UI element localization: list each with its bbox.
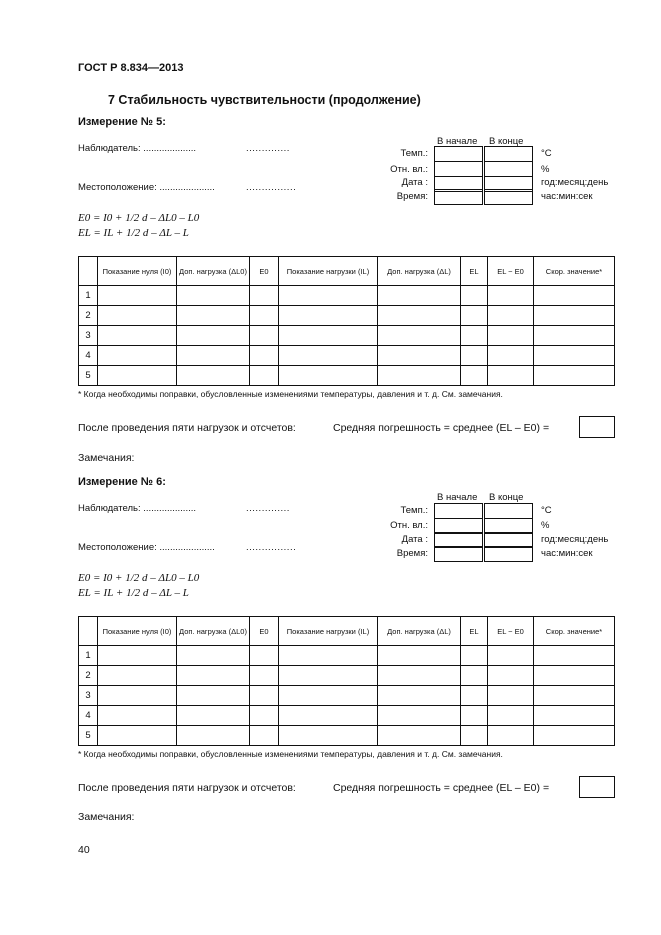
- measurement-table: [78, 616, 615, 746]
- table-cell[interactable]: [378, 286, 461, 306]
- table-cell[interactable]: [461, 346, 488, 366]
- table-cell[interactable]: [461, 306, 488, 326]
- table-cell[interactable]: [461, 326, 488, 346]
- row-number: 5: [79, 726, 98, 746]
- table-cell[interactable]: [279, 686, 378, 706]
- table-cell[interactable]: [488, 666, 534, 686]
- table-cell[interactable]: [177, 286, 250, 306]
- row-number: 5: [79, 366, 98, 386]
- table-cell[interactable]: [279, 286, 378, 306]
- table-cell[interactable]: [279, 326, 378, 346]
- table-cell[interactable]: [378, 306, 461, 326]
- temp-end-input[interactable]: [484, 146, 533, 162]
- table-header-cell: Доп. нагрузка (ΔL0): [177, 617, 250, 646]
- time-unit: час:мин:сек: [541, 548, 593, 559]
- row-number: 1: [79, 646, 98, 666]
- average-error-input[interactable]: [579, 776, 615, 798]
- table-cell[interactable]: [279, 306, 378, 326]
- remarks-label: Замечания:: [78, 811, 135, 823]
- table-cell[interactable]: [378, 326, 461, 346]
- table-cell[interactable]: [98, 286, 177, 306]
- temp-label: Темп.:: [400, 148, 428, 159]
- temp-unit: °C: [541, 148, 552, 159]
- table-cell[interactable]: [279, 366, 378, 386]
- document-header: ГОСТ Р 8.834—2013: [78, 62, 184, 74]
- measurement-title: Измерение № 5:: [78, 116, 166, 128]
- average-error-label: Средняя погрешность = среднее (EL – E0) =: [333, 782, 550, 794]
- table-cell[interactable]: [250, 366, 279, 386]
- table-cell[interactable]: [378, 646, 461, 666]
- date-label: Дата :: [401, 534, 428, 545]
- location-extra-field[interactable]: ................: [246, 542, 297, 553]
- table-row: [79, 706, 615, 726]
- table-cell[interactable]: [461, 366, 488, 386]
- formula-el: EL = IL + 1/2 d – ΔL – L: [78, 227, 189, 239]
- table-cell[interactable]: [177, 346, 250, 366]
- table-header-cell: Скор. значение*: [534, 617, 615, 646]
- location-field[interactable]: Местоположение: .....................: [78, 182, 215, 193]
- table-header-cell: [79, 617, 98, 646]
- table-cell[interactable]: [488, 706, 534, 726]
- table-cell[interactable]: [177, 366, 250, 386]
- table-cell[interactable]: [534, 366, 615, 386]
- table-cell[interactable]: [488, 686, 534, 706]
- time-unit: час:мин:сек: [541, 191, 593, 202]
- table-header-cell: Показание нуля (I0): [98, 617, 177, 646]
- table-cell[interactable]: [250, 686, 279, 706]
- time-end-input[interactable]: [484, 546, 533, 562]
- table-header-cell: E0: [250, 617, 279, 646]
- table-footnote: * Когда необходимы поправки, обусловленные изменениями температуры, давления и т. д. См. замечания.: [78, 389, 503, 399]
- table-header-cell: Доп. нагрузка (ΔL): [378, 617, 461, 646]
- date-unit: год:месяц:день: [541, 534, 609, 545]
- table-cell[interactable]: [98, 326, 177, 346]
- section-title: 7 Стабильность чувствительности (продолжение): [108, 93, 421, 107]
- table-cell[interactable]: [250, 326, 279, 346]
- time-label: Время:: [396, 548, 428, 559]
- row-number: 4: [79, 706, 98, 726]
- row-number: 3: [79, 686, 98, 706]
- table-cell[interactable]: [98, 306, 177, 326]
- table-cell[interactable]: [98, 646, 177, 666]
- humidity-label: Отн. вл.:: [390, 520, 428, 531]
- table-cell[interactable]: [279, 726, 378, 746]
- table-header-cell: Показание нуля (I0): [98, 257, 177, 286]
- table-cell[interactable]: [98, 726, 177, 746]
- table-header-cell: EL − E0: [488, 617, 534, 646]
- row-number: 4: [79, 346, 98, 366]
- table-cell[interactable]: [378, 726, 461, 746]
- time-label: Время:: [396, 191, 428, 202]
- time-end-input[interactable]: [484, 189, 533, 205]
- table-cell[interactable]: [461, 286, 488, 306]
- table-cell[interactable]: [250, 646, 279, 666]
- table-cell[interactable]: [279, 666, 378, 686]
- temp-label: Темп.:: [400, 505, 428, 516]
- table-cell[interactable]: [279, 346, 378, 366]
- table-cell[interactable]: [378, 706, 461, 726]
- table-header-cell: EL: [461, 617, 488, 646]
- table-header-cell: EL − E0: [488, 257, 534, 286]
- table-cell[interactable]: [98, 346, 177, 366]
- col-start-header: В начале: [437, 492, 478, 503]
- table-header-cell: EL: [461, 257, 488, 286]
- temp-unit: °C: [541, 505, 552, 516]
- table-cell[interactable]: [488, 726, 534, 746]
- col-end-header: В конце: [489, 492, 524, 503]
- humidity-start-input[interactable]: [434, 161, 483, 177]
- table-cell[interactable]: [378, 366, 461, 386]
- table-cell[interactable]: [534, 346, 615, 366]
- table-header-cell: Доп. нагрузка (ΔL0): [177, 257, 250, 286]
- table-row: [79, 286, 615, 306]
- table-cell[interactable]: [461, 646, 488, 666]
- formula-e0: E0 = I0 + 1/2 d – ΔL0 – L0: [78, 572, 200, 584]
- table-row: [79, 686, 615, 706]
- table-cell[interactable]: [98, 686, 177, 706]
- table-cell[interactable]: [534, 666, 615, 686]
- location-extra-field[interactable]: ................: [246, 182, 297, 193]
- row-number: 2: [79, 306, 98, 326]
- table-cell[interactable]: [177, 686, 250, 706]
- table-cell[interactable]: [378, 346, 461, 366]
- observer-extra-field[interactable]: ..............: [246, 143, 290, 154]
- table-header-cell: [79, 257, 98, 286]
- table-cell[interactable]: [461, 726, 488, 746]
- table-cell[interactable]: [98, 706, 177, 726]
- date-label: Дата :: [401, 177, 428, 188]
- table-cell[interactable]: [488, 366, 534, 386]
- page-number: 40: [78, 844, 90, 856]
- remarks-label: Замечания:: [78, 452, 135, 464]
- table-cell[interactable]: [461, 706, 488, 726]
- col-start-header: В начале: [437, 136, 478, 147]
- temp-start-input[interactable]: [434, 503, 483, 519]
- temp-start-input[interactable]: [434, 146, 483, 162]
- row-number: 2: [79, 666, 98, 686]
- table-cell[interactable]: [250, 726, 279, 746]
- table-cell[interactable]: [534, 326, 615, 346]
- table-row: [79, 646, 615, 666]
- formula-el: EL = IL + 1/2 d – ΔL – L: [78, 587, 189, 599]
- table-cell[interactable]: [250, 346, 279, 366]
- table-row: [79, 726, 615, 746]
- table-header-row: [79, 617, 615, 646]
- formula-e0: E0 = I0 + 1/2 d – ΔL0 – L0: [78, 212, 200, 224]
- temp-end-input[interactable]: [484, 503, 533, 519]
- average-error-label: Средняя погрешность = среднее (EL – E0) =: [333, 422, 550, 434]
- table-row: [79, 346, 615, 366]
- table-footnote: * Когда необходимы поправки, обусловленные изменениями температуры, давления и т. д. См. замечания.: [78, 749, 503, 759]
- col-end-header: В конце: [489, 136, 524, 147]
- table-cell[interactable]: [534, 286, 615, 306]
- table-cell[interactable]: [279, 706, 378, 726]
- table-cell[interactable]: [534, 646, 615, 666]
- table-cell[interactable]: [378, 686, 461, 706]
- table-cell[interactable]: [98, 666, 177, 686]
- table-cell[interactable]: [534, 726, 615, 746]
- table-cell[interactable]: [461, 686, 488, 706]
- table-cell[interactable]: [177, 666, 250, 686]
- observer-field[interactable]: Наблюдатель: ....................: [78, 503, 197, 514]
- table-cell[interactable]: [250, 306, 279, 326]
- after-loads-text: После проведения пяти нагрузок и отсчетов:: [78, 782, 296, 794]
- table-header-cell: Показание нагрузки (IL): [279, 617, 378, 646]
- table-header-cell: E0: [250, 257, 279, 286]
- table-cell[interactable]: [98, 366, 177, 386]
- table-cell[interactable]: [488, 346, 534, 366]
- table-cell[interactable]: [534, 706, 615, 726]
- table-cell[interactable]: [177, 706, 250, 726]
- table-cell[interactable]: [177, 306, 250, 326]
- average-error-input[interactable]: [579, 416, 615, 438]
- table-cell[interactable]: [177, 326, 250, 346]
- measurement-title: Измерение № 6:: [78, 476, 166, 488]
- table-header-cell: Скор. значение*: [534, 257, 615, 286]
- table-cell[interactable]: [461, 666, 488, 686]
- table-row: [79, 666, 615, 686]
- row-number: 1: [79, 286, 98, 306]
- table-cell[interactable]: [279, 646, 378, 666]
- table-cell[interactable]: [250, 706, 279, 726]
- measurement-table: [78, 256, 615, 386]
- table-cell[interactable]: [250, 666, 279, 686]
- table-header-cell: Показание нагрузки (IL): [279, 257, 378, 286]
- row-number: 3: [79, 326, 98, 346]
- time-start-input[interactable]: [434, 546, 483, 562]
- humidity-label: Отн. вл.:: [390, 164, 428, 175]
- table-header-row: [79, 257, 615, 286]
- location-field[interactable]: Местоположение: .....................: [78, 542, 215, 553]
- time-start-input[interactable]: [434, 189, 483, 205]
- table-row: [79, 326, 615, 346]
- table-cell[interactable]: [488, 646, 534, 666]
- table-header-cell: Доп. нагрузка (ΔL): [378, 257, 461, 286]
- table-cell[interactable]: [534, 306, 615, 326]
- table-cell[interactable]: [488, 286, 534, 306]
- table-cell[interactable]: [177, 646, 250, 666]
- table-cell[interactable]: [534, 686, 615, 706]
- table-row: [79, 366, 615, 386]
- observer-field[interactable]: Наблюдатель: ....................: [78, 143, 197, 154]
- humidity-unit: %: [541, 164, 550, 175]
- date-unit: год:месяц:день: [541, 177, 609, 188]
- table-cell[interactable]: [250, 286, 279, 306]
- table-cell[interactable]: [378, 666, 461, 686]
- table-cell[interactable]: [488, 326, 534, 346]
- table-row: [79, 306, 615, 326]
- table-cell[interactable]: [488, 306, 534, 326]
- table-cell[interactable]: [177, 726, 250, 746]
- after-loads-text: После проведения пяти нагрузок и отсчетов:: [78, 422, 296, 434]
- humidity-end-input[interactable]: [484, 161, 533, 177]
- observer-extra-field[interactable]: ..............: [246, 503, 290, 514]
- humidity-unit: %: [541, 520, 550, 531]
